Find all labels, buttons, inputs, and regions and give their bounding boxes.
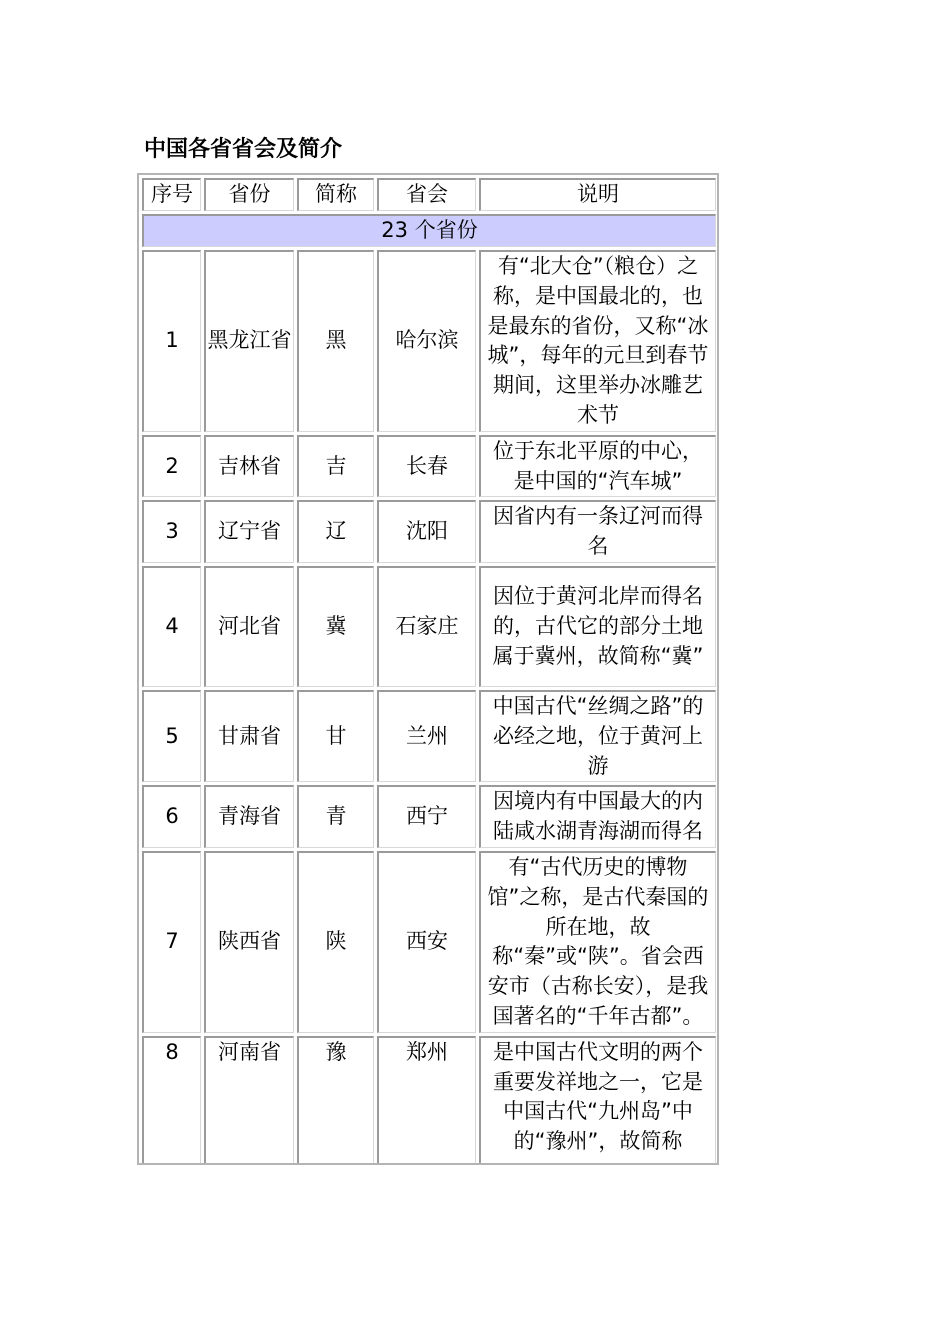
header-capital: 省会 [377, 178, 476, 211]
cell-abbr: 陕 [297, 851, 374, 1033]
cell-province: 黑龙江省 [204, 250, 294, 432]
page-title: 中国各省省会及简介 [144, 137, 343, 162]
cell-capital: 兰州 [377, 690, 476, 782]
cell-capital: 沈阳 [377, 500, 476, 563]
cell-abbr: 青 [297, 785, 374, 848]
cell-capital: 哈尔滨 [377, 250, 476, 432]
cell-abbr: 甘 [297, 690, 374, 782]
cell-province: 辽宁省 [204, 500, 294, 563]
cell-no: 2 [142, 435, 201, 498]
cell-capital: 西安 [377, 851, 476, 1033]
province-table [139, 175, 719, 1165]
cell-no: 6 [142, 785, 201, 848]
cell-abbr: 黑 [297, 250, 374, 432]
cell-capital: 长春 [377, 435, 476, 498]
cell-desc [479, 1036, 716, 1165]
cell-desc-text: 是中国古代文明的两个重要发祥地之一，它是中国古代“九州岛”中的“豫州”，故简称 [493, 1039, 703, 1154]
cell-province: 河北省 [204, 566, 294, 687]
header-desc: 说明 [479, 178, 716, 211]
table-row [142, 690, 716, 782]
cell-no: 1 [142, 250, 201, 432]
cell-abbr: 辽 [297, 500, 374, 563]
cell-capital: 石家庄 [377, 566, 476, 687]
group-label: 23 个省份 [142, 214, 716, 247]
cell-no: 4 [142, 566, 201, 687]
table-row [142, 566, 716, 687]
table-row [142, 851, 716, 1033]
cell-province: 河南省 [204, 1036, 294, 1165]
table-row [142, 435, 716, 498]
cell-province: 吉林省 [204, 435, 294, 498]
cell-no: 5 [142, 690, 201, 782]
cell-desc: 位于东北平原的中心，是中国的“汽车城” [479, 435, 716, 498]
group-row [142, 214, 716, 247]
cell-desc: 因位于黄河北岸而得名的，古代它的部分土地属于冀州，故简称“冀” [479, 566, 716, 687]
cell-no: 3 [142, 500, 201, 563]
table-header-row [142, 178, 716, 211]
cell-province: 甘肃省 [204, 690, 294, 782]
cell-abbr: 冀 [297, 566, 374, 687]
table-row [142, 500, 716, 563]
header-abbr: 简称 [297, 178, 374, 211]
cell-no: 7 [142, 851, 201, 1033]
cell-capital: 西宁 [377, 785, 476, 848]
table-row [142, 250, 716, 432]
cell-desc: 有“北大仓”（粮仓）之称，是中国最北的，也是最东的省份，又称“冰城”，每年的元旦到春节期间，这里举办冰雕艺术节 [479, 250, 716, 432]
table-row [142, 785, 716, 848]
cell-desc: 因境内有中国最大的内陆咸水湖青海湖而得名 [479, 785, 716, 848]
cell-abbr: 豫 [297, 1036, 374, 1165]
cell-desc: 因省内有一条辽河而得名 [479, 500, 716, 563]
cell-desc: 中国古代“丝绸之路”的必经之地，位于黄河上游 [479, 690, 716, 782]
cell-no: 8 [142, 1036, 201, 1165]
cell-province: 陕西省 [204, 851, 294, 1033]
cell-abbr: 吉 [297, 435, 374, 498]
table-row [142, 1036, 716, 1165]
header-province: 省份 [204, 178, 294, 211]
cell-capital: 郑州 [377, 1036, 476, 1165]
cell-province: 青海省 [204, 785, 294, 848]
province-table-frame [137, 173, 719, 1165]
cell-desc: 有“古代历史的博物馆”之称，是古代秦国的所在地，故称“秦”或“陕”。省会西安市（古称长安），是我国著名的“千年古都”。 [479, 851, 716, 1033]
header-no: 序号 [142, 178, 201, 211]
